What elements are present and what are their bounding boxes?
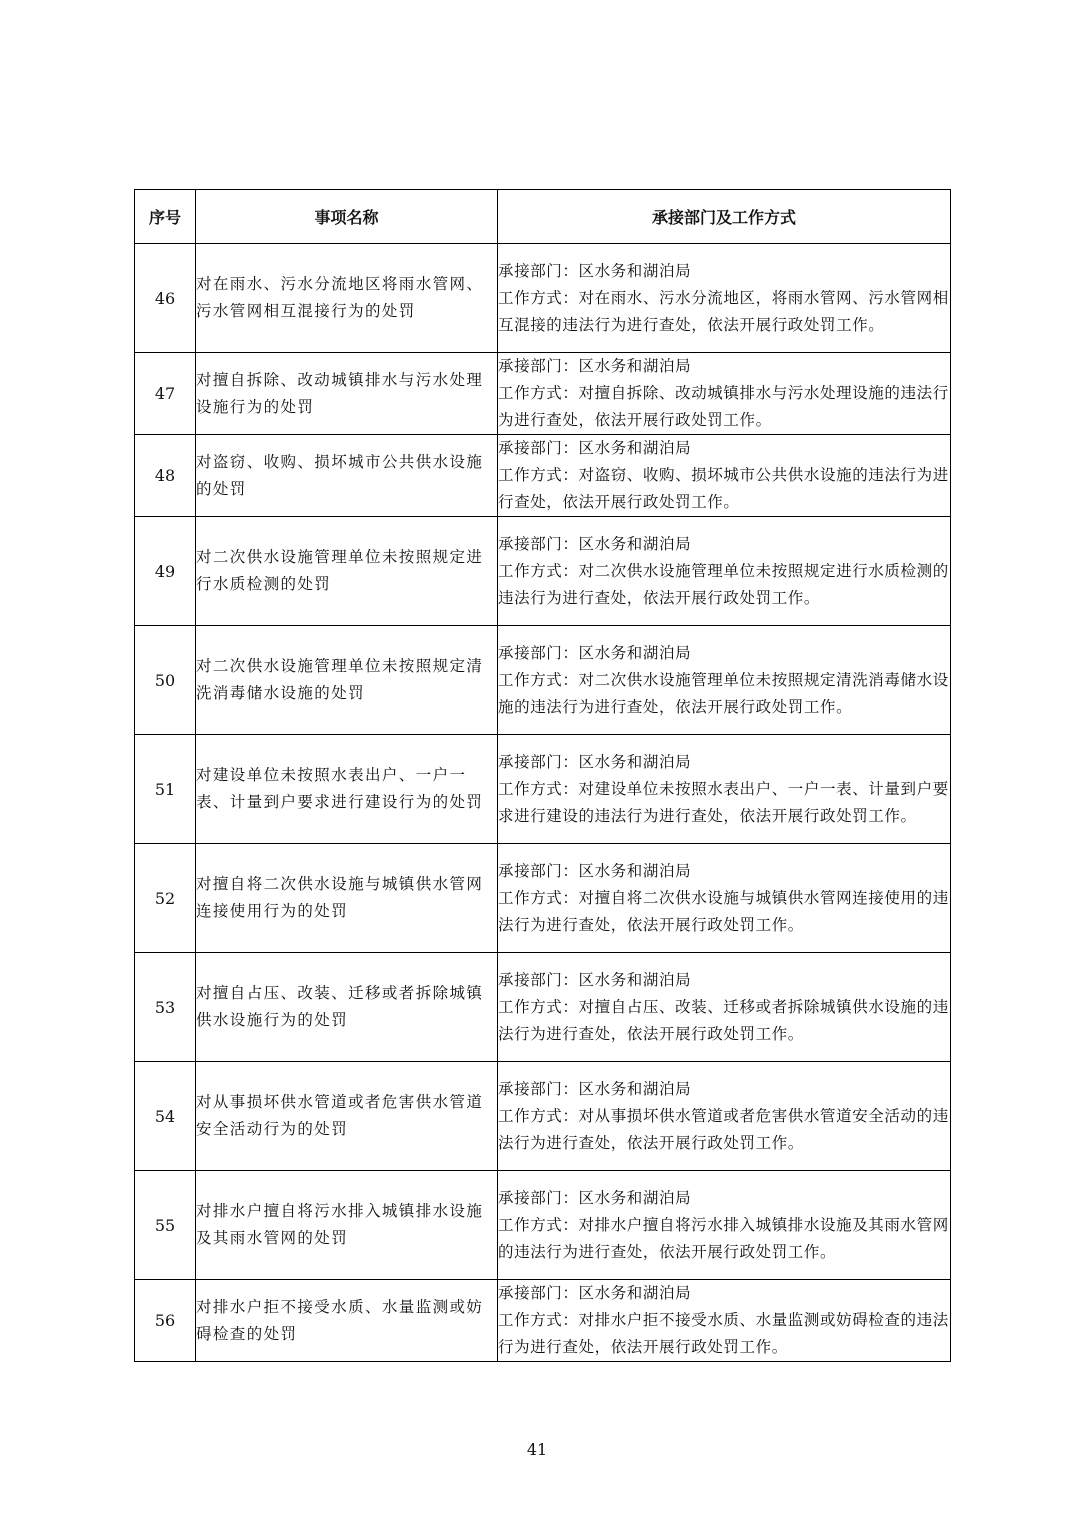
- header-name: 事项名称: [196, 190, 498, 244]
- row-dept-label: 承接部门：区水务和湖泊局: [498, 970, 692, 989]
- row-dept-label: 承接部门：区水务和湖泊局: [498, 643, 692, 662]
- row-dept-cell: [498, 953, 951, 1062]
- page-number: 41: [526, 1440, 548, 1459]
- row-item-name: 对排水户拒不接受水质、水量监测或妨碍检查的处罚: [196, 1280, 498, 1362]
- row-seq: 51: [135, 735, 196, 844]
- row-dept-label: 承接部门：区水务和湖泊局: [498, 1079, 692, 1098]
- row-seq: 48: [135, 435, 196, 517]
- row-dept-cell: [498, 1171, 951, 1280]
- row-work-method: 工作方式：对从事损坏供水管道或者危害供水管道安全活动的违法行为进行查处，依法开展行政处罚工作。: [498, 1106, 949, 1152]
- row-item-name: 对在雨水、污水分流地区将雨水管网、污水管网相互混接行为的处罚: [196, 244, 498, 353]
- row-work-method: 工作方式：对二次供水设施管理单位未按照规定进行水质检测的违法行为进行查处，依法开展行政处罚工作。: [498, 561, 949, 607]
- row-seq: 49: [135, 517, 196, 626]
- row-item-name: 对排水户擅自将污水排入城镇排水设施及其雨水管网的处罚: [196, 1171, 498, 1280]
- row-seq: 56: [135, 1280, 196, 1362]
- table-row: [135, 953, 951, 1062]
- row-work-method: 工作方式：对二次供水设施管理单位未按照规定清洗消毒储水设施的违法行为进行查处，依法开展行政处罚工作。: [498, 670, 949, 716]
- row-seq: 52: [135, 844, 196, 953]
- row-dept-cell: [498, 353, 951, 435]
- table-row: [135, 1171, 951, 1280]
- row-seq: 47: [135, 353, 196, 435]
- row-dept-label: 承接部门：区水务和湖泊局: [498, 752, 692, 771]
- row-seq: 55: [135, 1171, 196, 1280]
- row-dept-cell: [498, 735, 951, 844]
- row-item-name: 对从事损坏供水管道或者危害供水管道安全活动行为的处罚: [196, 1062, 498, 1171]
- row-seq: 46: [135, 244, 196, 353]
- row-dept-cell: [498, 435, 951, 517]
- row-dept-cell: [498, 517, 951, 626]
- table-row: [135, 517, 951, 626]
- row-seq: 50: [135, 626, 196, 735]
- row-dept-label: 承接部门：区水务和湖泊局: [498, 534, 692, 553]
- row-item-name: 对盗窃、收购、损坏城市公共供水设施的处罚: [196, 435, 498, 517]
- table-row: [135, 844, 951, 953]
- row-seq: 54: [135, 1062, 196, 1171]
- row-dept-label: 承接部门：区水务和湖泊局: [498, 861, 692, 880]
- row-work-method: 工作方式：对排水户擅自将污水排入城镇排水设施及其雨水管网的违法行为进行查处，依法开展行政处罚工作。: [498, 1215, 949, 1261]
- row-work-method: 工作方式：对排水户拒不接受水质、水量监测或妨碍检查的违法行为进行查处，依法开展行政处罚工作。: [498, 1311, 949, 1356]
- header-dept: 承接部门及工作方式: [498, 190, 951, 244]
- row-dept-label: 承接部门：区水务和湖泊局: [498, 1188, 692, 1207]
- row-dept-cell: [498, 1280, 951, 1362]
- table-row: [135, 244, 951, 353]
- table-row: [135, 626, 951, 735]
- header-seq: 序号: [135, 190, 196, 244]
- row-item-name: 对擅自拆除、改动城镇排水与污水处理设施行为的处罚: [196, 353, 498, 435]
- table-header-row: [135, 190, 951, 244]
- row-dept-label: 承接部门：区水务和湖泊局: [498, 439, 692, 457]
- table-row: [135, 735, 951, 844]
- table-row: [135, 1062, 951, 1171]
- table-row: [135, 353, 951, 435]
- row-item-name: 对二次供水设施管理单位未按照规定清洗消毒储水设施的处罚: [196, 626, 498, 735]
- row-dept-label: 承接部门：区水务和湖泊局: [498, 1284, 692, 1302]
- row-work-method: 工作方式：对建设单位未按照水表出户、一户一表、计量到户要求进行建设的违法行为进行查处，依法开展行政处罚工作。: [498, 779, 949, 825]
- row-work-method: 工作方式：对在雨水、污水分流地区，将雨水管网、污水管网相互混接的违法行为进行查处，依法开展行政处罚工作。: [498, 288, 949, 334]
- row-dept-cell: [498, 244, 951, 353]
- row-work-method: 工作方式：对擅自占压、改装、迁移或者拆除城镇供水设施的违法行为进行查处，依法开展行政处罚工作。: [498, 997, 949, 1043]
- row-seq: 53: [135, 953, 196, 1062]
- row-item-name: 对建设单位未按照水表出户、一户一表、计量到户要求进行建设行为的处罚: [196, 735, 498, 844]
- row-item-name: 对擅自将二次供水设施与城镇供水管网连接使用行为的处罚: [196, 844, 498, 953]
- row-dept-label: 承接部门：区水务和湖泊局: [498, 261, 692, 280]
- row-dept-cell: [498, 844, 951, 953]
- row-item-name: 对二次供水设施管理单位未按照规定进行水质检测的处罚: [196, 517, 498, 626]
- row-dept-cell: [498, 1062, 951, 1171]
- row-work-method: 工作方式：对擅自将二次供水设施与城镇供水管网连接使用的违法行为进行查处，依法开展行政处罚工作。: [498, 888, 949, 934]
- items-table: [134, 189, 951, 1362]
- table-row: [135, 1280, 951, 1362]
- row-dept-cell: [498, 626, 951, 735]
- row-work-method: 工作方式：对盗窃、收购、损坏城市公共供水设施的违法行为进行查处，依法开展行政处罚工作。: [498, 466, 949, 511]
- row-work-method: 工作方式：对擅自拆除、改动城镇排水与污水处理设施的违法行为进行查处，依法开展行政处罚工作。: [498, 384, 949, 429]
- table-row: [135, 435, 951, 517]
- row-dept-label: 承接部门：区水务和湖泊局: [498, 357, 692, 375]
- row-item-name: 对擅自占压、改装、迁移或者拆除城镇供水设施行为的处罚: [196, 953, 498, 1062]
